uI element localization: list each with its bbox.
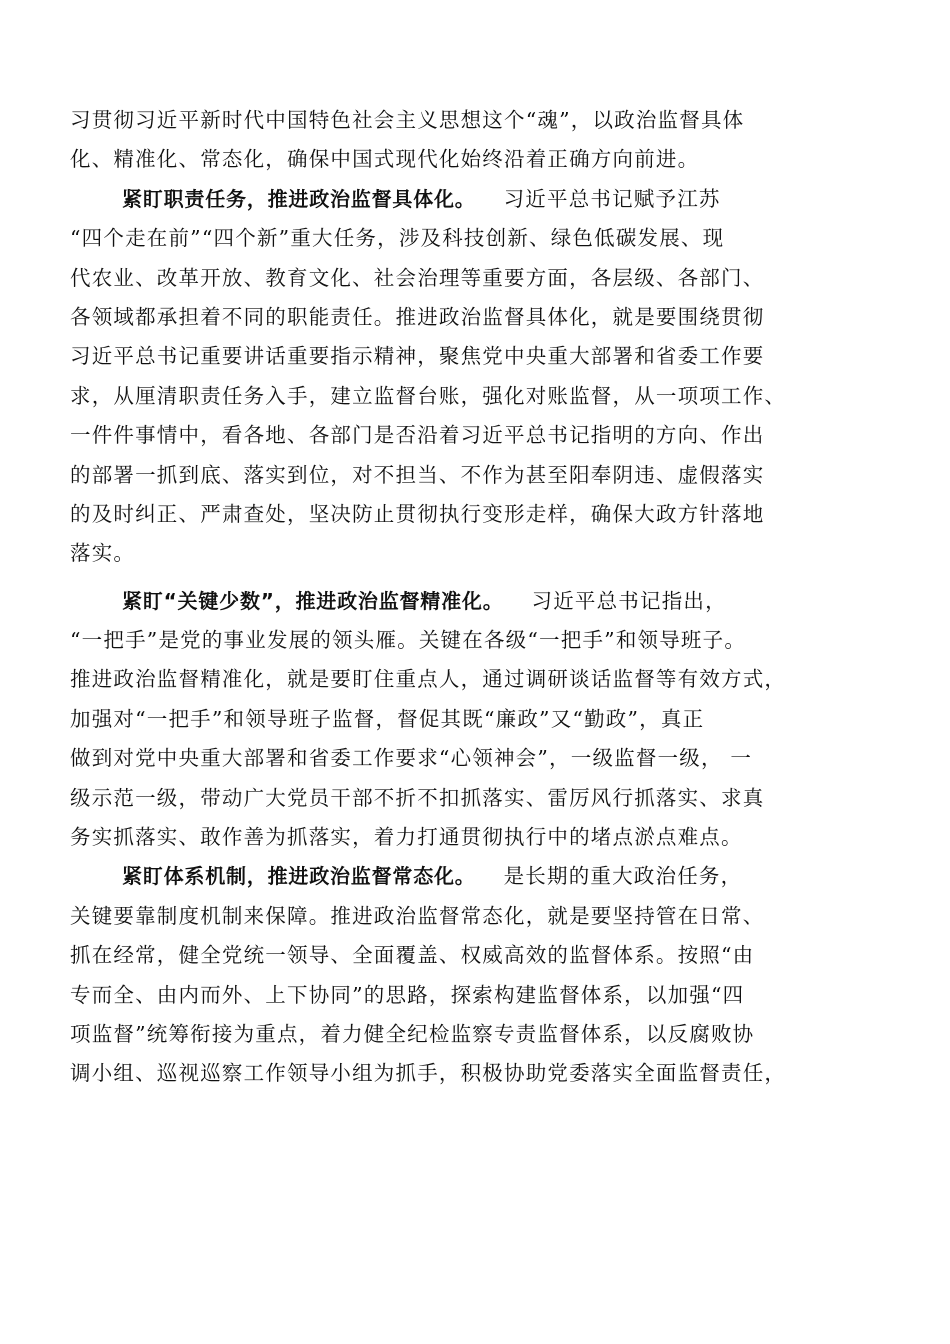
section-heading: 紧盯体系机制，推进政治监督常态化。	[122, 864, 476, 889]
text-line: 求，从厘清职责任务入手，建立监督台账，强化对账监督，从一项项工作、	[70, 383, 787, 408]
intro-paragraph	[70, 101, 882, 180]
paragraph-gap	[70, 574, 882, 582]
text-line: 的部署一抓到底、落实到位，对不担当、不作为甚至阳奉阴违、虚假落实	[70, 462, 765, 487]
section-lead-text: 习近平总书记指出，	[531, 588, 727, 613]
text-line: 做到对党中央重大部署和省委工作要求“心领神会”，一级监督一级， 一	[70, 746, 753, 771]
text-line: 化、精准化、常态化，确保中国式现代化始终沿着正确方向前进。	[70, 147, 700, 172]
text-line: 项监督”统筹衔接为重点，着力健全纪检监察专责监督体系，以反腐败协	[70, 1021, 755, 1046]
text-line: 习贯彻习近平新时代中国特色社会主义思想这个“魂”，以政治监督具体	[70, 108, 745, 132]
text-line: 一件件事情中，看各地、各部门是否沿着习近平总书记指明的方向、作出	[70, 423, 765, 448]
document-body	[70, 101, 882, 1094]
section-heading: 紧盯职责任务，推进政治监督具体化。	[122, 186, 476, 211]
section-heading-line	[70, 582, 882, 621]
text-line: 关键要靠制度机制来保障。推进政治监督常态化，就是要坚持管在日常、	[70, 903, 765, 928]
section-political-supervision-specific	[70, 180, 882, 574]
text-line: “一把手”是党的事业发展的领头雁。关键在各级“一把手”和领导班子。	[70, 628, 747, 653]
text-line: 调小组、巡视巡察工作领导小组为抓手，积极协助党委落实全面监督责任，	[70, 1061, 787, 1086]
text-line: 习近平总书记重要讲话重要指示精神，聚焦党中央重大部署和省委工作要	[70, 344, 765, 369]
text-line: 各领域都承担着不同的职能责任。推进政治监督具体化，就是要围绕贯彻	[70, 304, 765, 329]
text-line: 加强对“一把手”和领导班子监督，督促其既“廉政”又“勤政”，真正	[70, 706, 705, 731]
section-heading-line	[70, 857, 882, 896]
text-line: 务实抓落实、敢作善为抓落实，着力打通贯彻执行中的堵点淤点难点。	[70, 825, 743, 850]
section-political-supervision-regular	[70, 857, 882, 1093]
text-line: 推进政治监督精准化，就是要盯住重点人，通过调研谈话监督等有效方式，	[70, 667, 787, 692]
text-line: 级示范一级，带动广大党员干部不折不扣抓落实、雷厉风行抓落实、求真	[70, 785, 765, 810]
text-line: 代农业、改革开放、教育文化、社会治理等重要方面，各层级、各部门、	[70, 265, 765, 290]
section-political-supervision-precise	[70, 582, 882, 858]
text-line: 专而全、由内而外、上下协同”的思路，探索构建监督体系，以加强“四	[70, 982, 745, 1007]
section-lead-text: 是长期的重大政治任务，	[503, 864, 743, 889]
text-line: “四个走在前”“四个新”重大任务，涉及科技创新、绿色低碳发展、现	[70, 226, 725, 251]
section-heading: 紧盯“关键少数”，推进政治监督精准化。	[122, 588, 504, 613]
text-line: 抓在经常，健全党统一领导、全面覆盖、权威高效的监督体系。按照“由	[70, 943, 755, 968]
text-line: 的及时纠正、严肃查处，坚决防止贯彻执行变形走样，确保大政方针落地	[70, 501, 765, 526]
text-line: 落实。	[70, 541, 136, 566]
section-heading-line	[70, 180, 882, 219]
section-lead-text: 习近平总书记赋予江苏	[503, 186, 721, 211]
